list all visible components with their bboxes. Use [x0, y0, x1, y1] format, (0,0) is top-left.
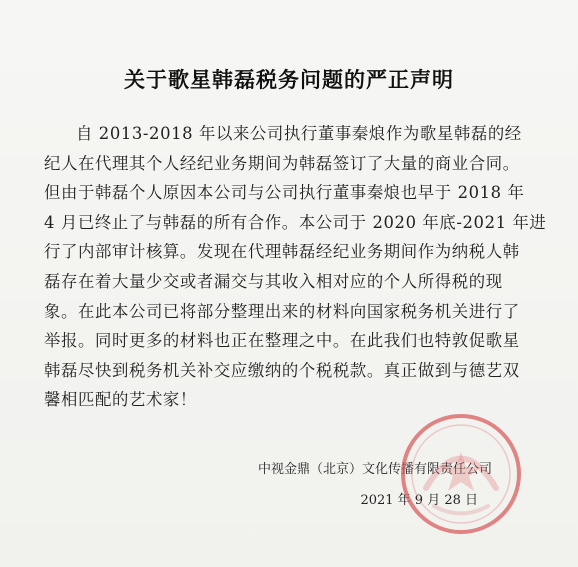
seal-bottom-band — [434, 506, 488, 514]
body-line-7: 象。在此本公司已将部分整理出来的材料向国家税务机关进行了 — [44, 301, 520, 321]
body-line-4: 4 月已终止了与韩磊的所有合作。本公司于 2020 年底-2021 年进 — [44, 212, 547, 232]
company-signature: 中视金鼎（北京）文化传播有限责任公司 — [257, 462, 492, 477]
company-seal-stamp — [397, 410, 525, 538]
body-line-8: 举报。同时更多的材料也正在整理之中。在此我们也特敦促歌星 — [44, 331, 520, 351]
body-line-10: 馨相匹配的艺术家！ — [44, 390, 197, 410]
document-title: 关于歌星韩磊税务问题的严正声明 — [124, 68, 454, 92]
body-line-2: 纪人在代理其个人经纪业务期间为韩磊签订了大量的商业合同。 — [44, 153, 520, 173]
body-line-6: 磊存在着大量少交或者漏交与其收入相对应的个人所得税的现 — [44, 271, 503, 291]
statement-body — [44, 119, 547, 415]
body-line-3: 但由于韩磊个人原因本公司与公司执行董事秦烺也早于 2018 年 — [44, 183, 525, 203]
body-line-9: 韩磊尽快到税务机关补交应缴纳的个税税款。真正做到与德艺双 — [44, 360, 520, 380]
statement-date: 2021 年 9 月 28 日 — [360, 493, 478, 508]
body-line-5: 行了内部审计核算。发现在代理韩磊经纪业务期间作为纳税人韩 — [44, 242, 520, 262]
body-line-1: 自 2013-2018 年以来公司执行董事秦烺作为歌星韩磊的经 — [76, 124, 522, 143]
